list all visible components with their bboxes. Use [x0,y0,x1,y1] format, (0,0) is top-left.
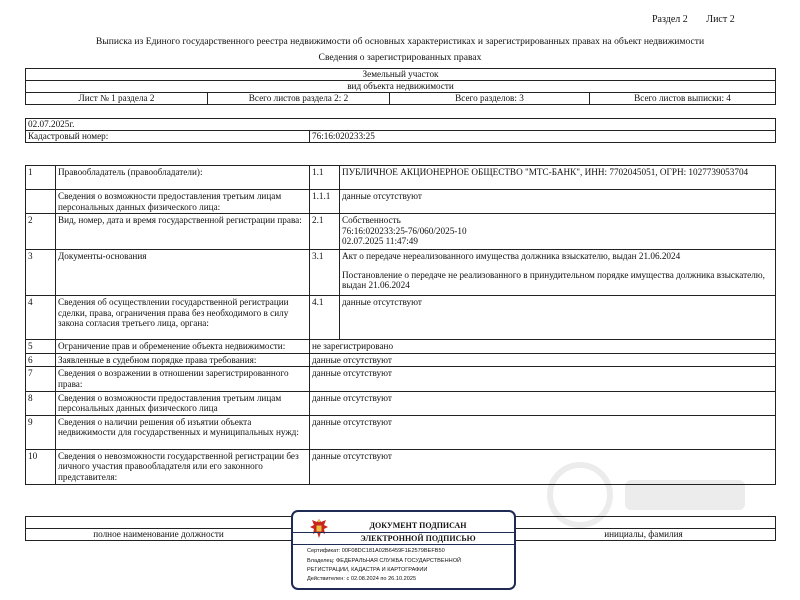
row-label: Правообладатель (правообладатели): [56,166,310,190]
stamp-validity: Действителен: с 02.08.2024 по 26.10.2025 [307,576,417,582]
page-indicator [652,14,751,25]
row-value: данные отсутствуют [340,190,776,214]
cadastral-number: 76:16:020233:25 [310,131,776,143]
stamp-certificate: Сертификат: 00F08DC181A02B6459F1E2579BEFB50 [307,548,445,554]
rights-table [25,165,776,485]
row-label: Сведения о возможности предоставления третьим лицам персональных данных физического лица [56,391,310,415]
row-label: Сведения о невозможности государственной регистрации без личного участия правообладателя или его законного представителя: [56,449,310,484]
table-row [26,353,776,367]
cadastral-label: Кадастровый номер: [26,131,310,143]
row-number: 9 [26,415,56,449]
sections-total: Всего разделов: 3 [390,93,590,105]
registration-number: 76:16:020233:25-76/060/2025-10 [342,225,467,236]
row-value: ПУБЛИЧНОЕ АКЦИОНЕРНОЕ ОБЩЕСТВО "МТС-БАНК", ИНН: 7702045051, ОГРН: 1027739053704 [340,166,776,190]
base-document: Акт о передаче нереализованного имущества должника взыскателю, выдан 21.06.2024 [342,251,681,262]
object-info-table [25,68,776,105]
row-value: данные отсутствуют [310,449,776,484]
row-subnumber: 2.1 [310,214,340,250]
row-value: данные отсутствуют [340,296,776,340]
row-subnumber: 3.1 [310,250,340,296]
table-row [26,367,776,391]
row-number: 10 [26,449,56,484]
stamp-owner: Владелец: ФЕДЕРАЛЬНАЯ СЛУЖБА ГОСУДАРСТВЕННОЙ [307,558,462,564]
row-number: 4 [26,296,56,340]
meta-table [25,118,776,143]
row-value: данные отсутствуют [310,353,776,367]
row-label: Заявленные в судебном порядке права требования: [56,353,310,367]
object-kind-label: вид объекта недвижимости [26,81,776,93]
name-caption: инициалы, фамилия [512,529,776,541]
row-number: 2 [26,214,56,250]
extract-date: 02.07.2025г. [26,119,776,131]
row-label: Вид, номер, дата и время государственной регистрации права: [56,214,310,250]
row-value: не зарегистрировано [310,340,776,354]
row-subnumber: 1.1.1 [310,190,340,214]
russian-eagle-emblem-icon [307,517,331,541]
electronic-signature-stamp [291,510,516,590]
row-subnumber: 1.1 [310,166,340,190]
base-document: Постановление о передаче не реализованного в принудительном порядке имущества должника взыскателю, выдан 21.06.2024 [342,269,765,291]
registration-datetime: 02.07.2025 11:47:49 [342,236,418,247]
table-row [26,166,776,190]
table-row [26,250,776,296]
row-value [340,214,776,250]
object-kind: Земельный участок [26,69,776,81]
row-number: 8 [26,391,56,415]
row-value: данные отсутствуют [310,391,776,415]
row-subnumber: 4.1 [310,296,340,340]
row-value: данные отсутствуют [310,367,776,391]
table-row [26,190,776,214]
sheet-label: Лист 2 [706,14,735,25]
row-number: 5 [26,340,56,354]
row-number: 7 [26,367,56,391]
row-label: Документы-основания [56,250,310,296]
right-type: Собственность [342,215,401,226]
table-row [26,296,776,340]
stamp-title: ДОКУМЕНТ ПОДПИСАН [369,521,467,530]
row-number: 6 [26,353,56,367]
stamp-subtitle: ЭЛЕКТРОННОЙ ПОДПИСЬЮ [360,534,476,543]
row-value: данные отсутствуют [310,415,776,449]
document-subtitle: Сведения о зарегистрированных правах [318,52,482,63]
position-caption: полное наименование должности [26,529,292,541]
sheets-in-section: Всего листов раздела 2: 2 [208,93,390,105]
row-number: 1 [26,166,56,190]
row-label: Сведения о возможности предоставления третьим лицам персональных данных физического лица: [56,190,310,214]
row-number: 3 [26,250,56,296]
row-label: Ограничение прав и обременение объекта недвижимости: [56,340,310,354]
table-row [26,214,776,250]
row-label: Сведения о наличии решения об изъятии объекта недвижимости для государственных и муниципальных нужд: [56,415,310,449]
row-label: Сведения об осуществлении государственной регистрации сделки, права, ограничения права без необходимого в силу закона согласия третьего лица, органа: [56,296,310,340]
document-title: Выписка из Единого государственного реестра недвижимости об основных характеристиках и зарегистрированных правах на объект недвижимости [95,36,705,47]
table-row [26,391,776,415]
table-row [26,340,776,354]
sheets-total: Всего листов выписки: 4 [590,93,776,105]
stamp-owner-continued: РЕГИСТРАЦИИ, КАДАСТРА И КАРТОГРАФИИ [307,567,428,573]
row-value [340,250,776,296]
sheet-number: Лист № 1 раздела 2 [26,93,208,105]
row-number [26,190,56,214]
section-label: Раздел 2 [652,14,688,25]
row-label: Сведения о возражении в отношении зарегистрированного права: [56,367,310,391]
